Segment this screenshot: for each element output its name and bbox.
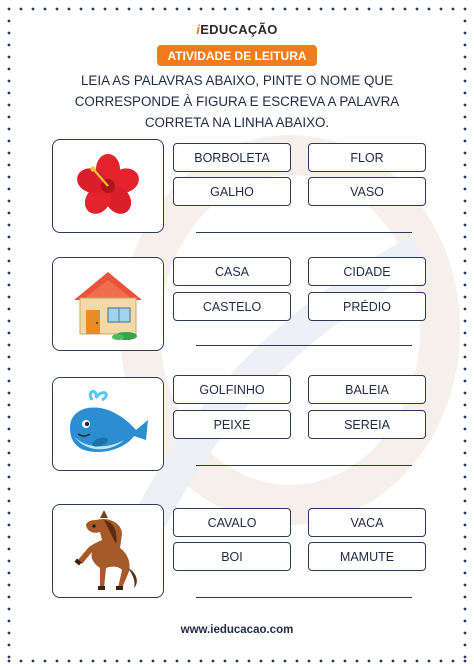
word-option[interactable]: CASA <box>173 257 291 286</box>
activity-title: ATIVIDADE DE LEITURA <box>157 45 317 66</box>
instruction-line: LEIA AS PALAVRAS ABAIXO, PINTE O NOME QUE <box>80 73 394 88</box>
word-option[interactable]: GALHO <box>173 177 291 206</box>
word-option[interactable]: BORBOLETA <box>173 143 291 172</box>
whale-icon <box>62 386 154 462</box>
word-option[interactable]: VACA <box>308 508 426 537</box>
instructions <box>40 70 434 133</box>
logo-prefix: i <box>196 22 201 37</box>
house-icon <box>68 266 148 342</box>
picture-box-whale <box>52 377 164 471</box>
answer-line[interactable] <box>196 597 412 598</box>
word-option[interactable]: VASO <box>308 177 426 206</box>
word-option[interactable]: SEREIA <box>308 410 426 439</box>
picture-box-horse <box>52 504 164 598</box>
brand-logo <box>0 22 474 37</box>
footer-url[interactable]: www.ieducacao.com <box>180 624 294 636</box>
word-option[interactable]: CAVALO <box>173 508 291 537</box>
instruction-line: CORRETA NA LINHA ABAIXO. <box>144 115 330 130</box>
word-option[interactable]: FLOR <box>308 143 426 172</box>
horse-icon <box>70 508 146 594</box>
answer-line[interactable] <box>196 232 412 233</box>
answer-line[interactable] <box>196 345 412 346</box>
picture-box-house <box>52 257 164 351</box>
answer-line[interactable] <box>196 465 412 466</box>
word-option[interactable]: CIDADE <box>308 257 426 286</box>
word-option[interactable]: PRÉDIO <box>308 292 426 321</box>
word-option[interactable]: BOI <box>173 542 291 571</box>
word-option[interactable]: CASTELO <box>173 292 291 321</box>
word-option[interactable]: BALEIA <box>308 375 426 404</box>
word-option[interactable]: MAMUTE <box>308 542 426 571</box>
hibiscus-flower-icon <box>73 151 143 221</box>
logo-text: EDUCAÇÃO <box>200 22 278 37</box>
word-option[interactable]: GOLFINHO <box>173 375 291 404</box>
word-option[interactable]: PEIXE <box>173 410 291 439</box>
picture-box-flower <box>52 139 164 233</box>
instruction-line: CORRESPONDE À FIGURA E ESCREVA A PALAVRA <box>74 94 400 109</box>
